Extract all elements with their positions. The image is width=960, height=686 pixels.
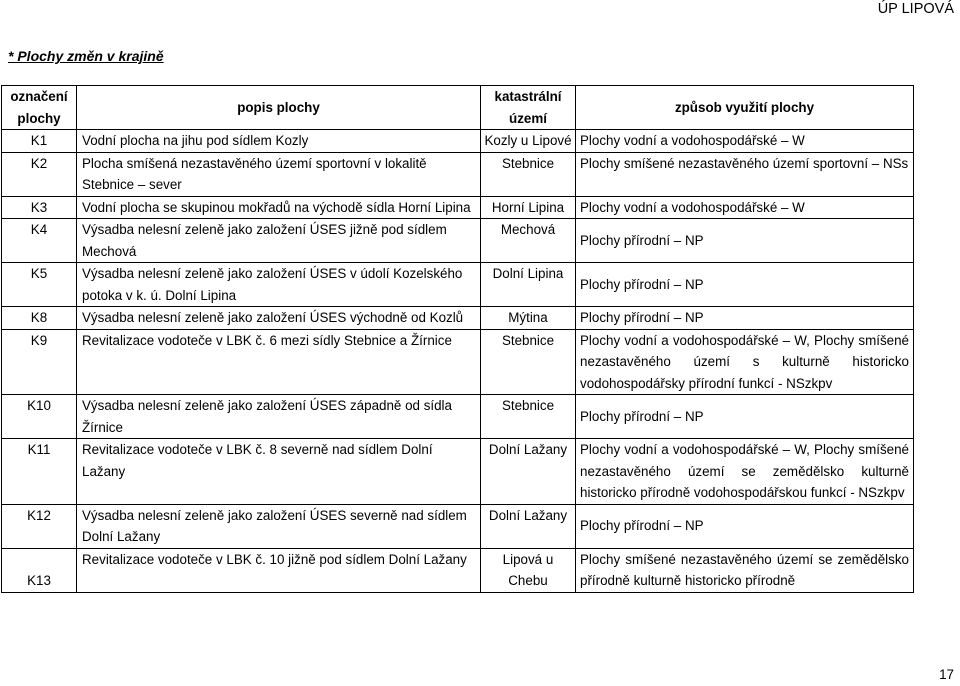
cell-land-use: Plochy přírodní – NP [576,219,914,263]
plochy-zmen-table [1,85,914,593]
cell-description: Výsadba nelesní zeleně jako založení ÚSES jižně pod sídlem Mechová [77,219,481,263]
table-row [2,504,914,548]
cell-cadastral-area: Stebnice [481,395,576,439]
cell-cadastral-area: Dolní Lažany [481,439,576,505]
cell-cadastral-area: Horní Lipina [481,196,576,219]
cell-cadastral-area: Lipová u Chebu [481,548,576,592]
cell-cadastral-area: Stebnice [481,152,576,196]
cell-code: K9 [2,329,77,395]
cell-code: K11 [2,439,77,505]
cell-description: Výsadba nelesní zeleně jako založení ÚSES západně od sídla Žírnice [77,395,481,439]
cell-description: Revitalizace vodoteče v LBK č. 8 severně nad sídlem Dolní Lažany [77,439,481,505]
table-row [2,130,914,153]
cell-land-use: Plochy vodní a vodohospodářské – W [576,196,914,219]
cell-land-use: Plochy vodní a vodohospodářské – W [576,130,914,153]
table-header-row [2,86,914,130]
cell-code: K10 [2,395,77,439]
cell-land-use: Plochy vodní a vodohospodářské – W, Plochy smíšené nezastavěného území se zemědělsko kulturně historicko přírodně vodohospodářskou funkcí - NSzkpv [576,439,914,505]
table-row [2,219,914,263]
cell-description: Výsadba nelesní zeleně jako založení ÚSES v údolí Kozelského potoka v k. ú. Dolní Lipina [77,263,481,307]
cell-cadastral-area: Dolní Lažany [481,504,576,548]
cell-description: Revitalizace vodoteče v LBK č. 6 mezi sídly Stebnice a Žírnice [77,329,481,395]
cell-land-use: Plochy smíšené nezastavěného území sportovní – NSs [576,152,914,196]
table-row [2,548,914,592]
cell-description: Plocha smíšená nezastavěného území sportovní v lokalitě Stebnice – sever [77,152,481,196]
table-row [2,307,914,330]
cell-cadastral-area: Kozly u Lipové [481,130,576,153]
cell-description: Vodní plocha se skupinou mokřadů na východě sídla Horní Lipina [77,196,481,219]
table-row [2,395,914,439]
table-row [2,196,914,219]
cell-land-use: Plochy přírodní – NP [576,504,914,548]
cell-land-use: Plochy přírodní – NP [576,263,914,307]
cell-land-use: Plochy vodní a vodohospodářské – W, Plochy smíšené nezastavěného území s kulturně historicko vodohospodářsky přírodní funkcí - NSzkpv [576,329,914,395]
cell-cadastral-area: Dolní Lipina [481,263,576,307]
cell-description: Vodní plocha na jihu pod sídlem Kozly [77,130,481,153]
cell-land-use: Plochy přírodní – NP [576,395,914,439]
cell-code: K8 [2,307,77,330]
cell-code: K1 [2,130,77,153]
cell-code: K2 [2,152,77,196]
cell-description: Výsadba nelesní zeleně jako založení ÚSES východně od Kozlů [77,307,481,330]
cell-code: K3 [2,196,77,219]
cell-code: K12 [2,504,77,548]
cell-code: K4 [2,219,77,263]
document-header-title: ÚP LIPOVÁ [877,1,954,17]
cell-cadastral-area: Mýtina [481,307,576,330]
section-title: * Plochy změn v krajině [8,48,164,64]
table-row [2,329,914,395]
cell-land-use: Plochy přírodní – NP [576,307,914,330]
cell-description: Výsadba nelesní zeleně jako založení ÚSES severně nad sídlem Dolní Lažany [77,504,481,548]
cell-code: K5 [2,263,77,307]
cell-land-use: Plochy smíšené nezastavěného území se zemědělsko přírodně kulturně historicko přírodně [576,548,914,592]
cell-cadastral-area: Stebnice [481,329,576,395]
header-cadastral-area: katastrální území [481,86,576,130]
header-description: popis plochy [77,86,481,130]
cell-description: Revitalizace vodoteče v LBK č. 10 jižně pod sídlem Dolní Lažany [77,548,481,592]
cell-cadastral-area: Mechová [481,219,576,263]
table-row [2,439,914,505]
table-row [2,152,914,196]
table-row [2,263,914,307]
page-number: 17 [939,667,954,682]
header-land-use: způsob využití plochy [576,86,914,130]
cell-code: K13 [2,548,77,592]
header-code: označení plochy [2,86,77,130]
